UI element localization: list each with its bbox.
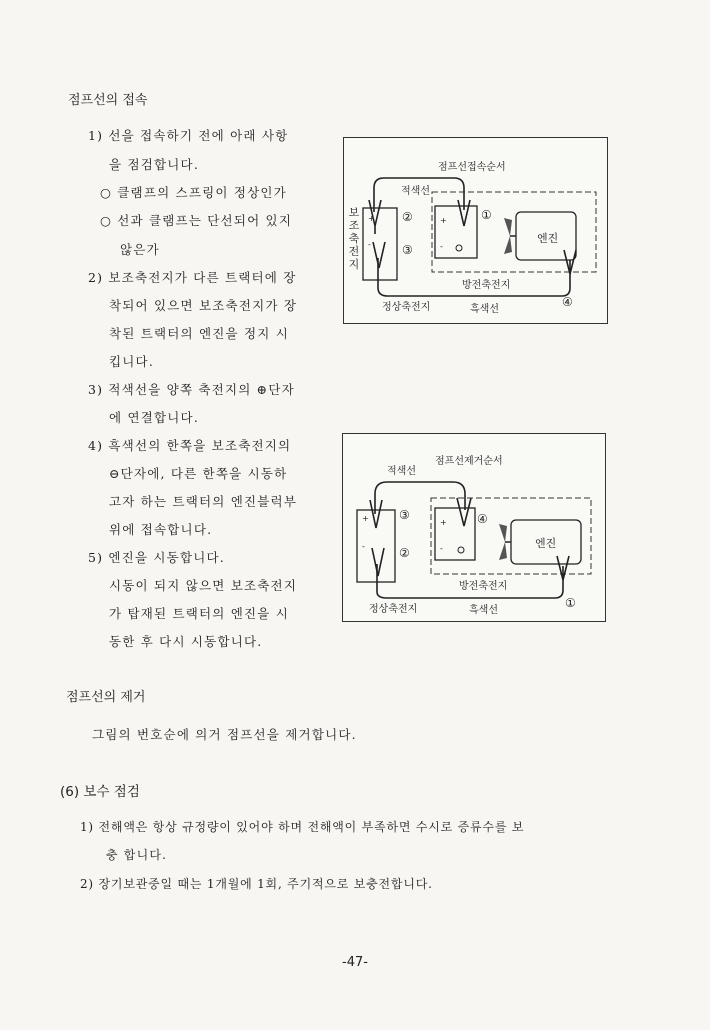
figure2-red-wire-label: 적색선: [387, 466, 416, 477]
figure1-step-1: ①: [481, 208, 492, 222]
step-line: 2) 보조축전지가 다른 트랙터에 장: [88, 270, 297, 285]
figure1-plus-aux: +: [368, 214, 375, 223]
section-title-remove: 점프선의 제거: [66, 690, 146, 705]
figure1-red-wire-label: 적색선: [401, 186, 430, 197]
figure2-step-4: ④: [477, 512, 488, 526]
step-line: 동한 후 다시 시동합니다.: [109, 634, 263, 649]
figure-connect-order: [343, 137, 608, 324]
figure2-step-1: ①: [565, 596, 576, 610]
section-title-connect: 점프선의 접속: [68, 93, 148, 108]
step-line: 않은가: [120, 242, 160, 257]
step-line: 을 점검합니다.: [109, 157, 199, 172]
step-line: 착된 트랙터의 엔진을 정지 시: [109, 326, 289, 341]
step-line: 고자 하는 트랙터의 엔진블럭부: [109, 494, 298, 509]
figure1-aux-battery-label: 보조축전지: [348, 206, 360, 271]
figure2-plus-aux: +: [362, 514, 369, 523]
step-line: 킵니다.: [109, 354, 154, 369]
figure2-step-2: ②: [399, 546, 410, 560]
maint-line: 1) 전해액은 항상 규정량이 있어야 하며 전해액이 부족하면 수시로 증류수를 보: [80, 820, 525, 834]
figure2-title: 점프선제거순서: [435, 456, 503, 467]
maint-line: 충 합니다.: [106, 848, 168, 862]
remove-text: 그림의 번호순에 의거 점프선을 제거합니다.: [92, 727, 357, 742]
figure2-plus-discharged: +: [440, 518, 447, 527]
step-line: 5) 엔진을 시동합니다.: [88, 550, 225, 565]
figure1-normal-label: 정상축전지: [382, 302, 431, 313]
figure1-step-4: ④: [562, 295, 573, 309]
step-line: 1) 선을 접속하기 전에 아래 사항: [88, 128, 289, 143]
figure1-title: 점프선접속순서: [438, 162, 506, 173]
figure1-minus-aux: -: [368, 240, 371, 249]
figure2-engine-label: 엔진: [535, 537, 557, 550]
step-line: 4) 흑색선의 한쪽을 보조축전지의: [88, 438, 292, 453]
step-line: 시동이 되지 않으면 보조축전지: [109, 578, 298, 593]
step-line: 가 탑재된 트랙터의 엔진을 시: [109, 606, 289, 621]
step-line: ○ 클램프의 스프링이 정상인가: [100, 185, 287, 200]
figure1-discharged-label: 방전축전지: [462, 280, 511, 291]
figure2-normal-label: 정상축전지: [369, 604, 418, 615]
step-line: ○ 선과 클램프는 단선되어 있지: [100, 213, 293, 228]
figure2-step-3: ③: [399, 508, 410, 522]
figure-remove-order: [342, 433, 606, 622]
figure1-minus-discharged: -: [440, 242, 443, 251]
figure1-step-3: ③: [402, 243, 413, 257]
step-line: 위에 접속합니다.: [109, 522, 213, 537]
maint-line: 2) 장기보관중일 때는 1개월에 1회, 주기적으로 보충전합니다.: [80, 877, 433, 891]
figure2-black-wire-label: 흑색선: [469, 605, 498, 616]
figure1-step-2: ②: [402, 210, 413, 224]
figure1-engine-label: 엔진: [537, 232, 559, 245]
figure1-black-wire-label: 흑색선: [470, 304, 499, 315]
page-number: -47-: [342, 955, 368, 970]
section-title-maintenance: (6) 보수 점검: [60, 784, 140, 800]
step-line: 3) 적색선을 양쪽 축전지의 ⊕단자: [88, 382, 295, 397]
figure2-discharged-label: 방전축전지: [459, 581, 508, 592]
step-line: ⊖단자에, 다른 한쪽을 시동하: [109, 466, 288, 481]
figure2-minus-discharged: -: [440, 544, 443, 553]
step-line: 착되어 있으면 보조축전지가 장: [109, 298, 298, 313]
figure2-minus-aux: -: [362, 542, 365, 551]
figure1-plus-discharged: +: [440, 216, 447, 225]
step-line: 에 연결합니다.: [109, 410, 199, 425]
